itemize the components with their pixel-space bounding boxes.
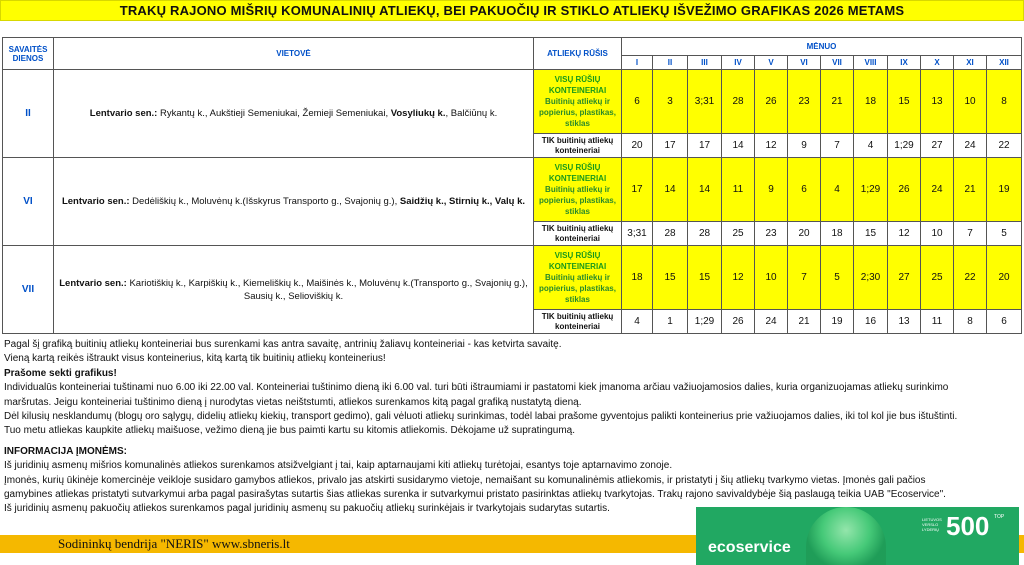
note-line: gamybines atliekas pristatyti sutvarkymui arba pagal pasirašytas sutartis šias atliekas surenka ir sutvarkymui pristato pasirinktas atliekų tvarkytojas. Trakų rajono savivaldybėje šią paslaugą teikia UAB "Ecoservice".	[4, 489, 946, 501]
pickup-day-household: 18	[821, 222, 854, 246]
type-line: VISŲ RŪŠIŲ	[554, 75, 601, 84]
pickup-day-all: 24	[921, 158, 954, 222]
note-heading: Prašome sekti grafikus!	[4, 367, 117, 379]
location-text: , Balčiūnų k.	[445, 108, 498, 119]
pickup-day-household: 9	[788, 134, 821, 158]
note-line: Įmonės, kurių ūkinėje komercinėje veikloje susidaro gamybos atliekos, privalo jas atskirti susidarymo vietoje, nemaišant su komunalinėmis atliekomis, ir pristatyti į šių atliekų tvarkymo vietas. Įmonės gali pačios	[4, 474, 926, 486]
type-line: popierius, plastikas,	[539, 196, 616, 205]
pickup-day-all: 17	[622, 158, 653, 222]
type-line: KONTEINERIAI	[548, 86, 607, 95]
pickup-day-all: 14	[653, 158, 688, 222]
pickup-day-household: 22	[987, 134, 1022, 158]
pickup-day-all: 8	[987, 70, 1022, 134]
type-line: TIK buitinių atliekų	[541, 135, 614, 145]
type-line: stiklas	[565, 295, 590, 304]
month-label: III	[688, 56, 722, 70]
pickup-day-all: 6	[788, 158, 821, 222]
type-line: konteineriai	[555, 233, 600, 243]
pickup-day-household: 20	[788, 222, 821, 246]
type-line: TIK buitinių atliekų	[541, 223, 614, 233]
pickup-day-all: 6	[622, 70, 653, 134]
household-type-label	[534, 134, 622, 158]
eldership-label: Lentvario sen.:	[59, 277, 127, 289]
type-line: VISŲ RŪŠIŲ	[554, 163, 601, 172]
pickup-day-all: 26	[888, 158, 921, 222]
ecoservice-logo	[696, 507, 1019, 565]
weekday-cell: II	[3, 70, 54, 158]
location-text: Rykantų k., Aukštieji Semeniukai, Žemieji Semeniukai,	[157, 108, 391, 119]
pickup-day-all: 28	[722, 70, 755, 134]
type-line: konteineriai	[555, 321, 600, 331]
pickup-day-all: 19	[987, 158, 1022, 222]
pickup-day-household: 27	[921, 134, 954, 158]
note-line: Pagal šį grafiką buitinių atliekų konteineriai bus surenkami kas antra savaitę, antrinių žaliavų konteineriai - kas ketvirta savaitę.	[4, 339, 562, 350]
type-line: stiklas	[565, 119, 590, 128]
note-line: Iš juridinių asmenų pakuočių atliekos surenkamos pagal juridinių asmenų su pakuočių atliekų surinkėjais ir tvarkytojais sudarytas sutartis.	[4, 503, 610, 515]
type-line: Buitinių atliekų ir	[545, 273, 610, 282]
pickup-day-all: 3	[653, 70, 688, 134]
pickup-day-household: 15	[854, 222, 888, 246]
type-line: Buitinių atliekų ir	[545, 97, 610, 106]
pickup-day-all: 4	[821, 158, 854, 222]
pickup-day-all: 11	[722, 158, 755, 222]
pickup-day-household: 11	[921, 310, 954, 334]
location-text-bold: Vosyliukų k.	[390, 108, 446, 119]
month-label: IV	[722, 56, 755, 70]
month-label: X	[921, 56, 954, 70]
month-label: XI	[954, 56, 987, 70]
glass-bottle-icon	[806, 507, 886, 565]
type-line: konteineriai	[555, 145, 600, 155]
pickup-day-household: 1	[653, 310, 688, 334]
pickup-day-all: 1;29	[854, 158, 888, 222]
pickup-day-household: 6	[987, 310, 1022, 334]
header-day: SAVAITĖS DIENOS	[3, 38, 54, 70]
table-row	[3, 70, 1022, 134]
location-text: Dedėliškių k., Moluvėnų k.(Išskyrus Transporto g., Svajonių g.),	[129, 196, 400, 207]
page-title: TRAKŲ RAJONO MIŠRIŲ KOMUNALINIŲ ATLIEKŲ, BEI PAKUOČIŲ IR STIKLO ATLIEKŲ IŠVEŽIMO GRAFIKAS 2026 METAMS	[0, 0, 1024, 21]
type-line: stiklas	[565, 207, 590, 216]
pickup-day-all: 15	[888, 70, 921, 134]
pickup-day-all: 22	[954, 246, 987, 310]
type-line: VISŲ RŪŠIŲ	[554, 251, 601, 260]
note-line: maršrutas. Jeigu konteineriai tuštinimo dieną į nurodytas vietas neištstumti, atliekos surenkamos kitą pagal grafiką nustatytą dieną.	[4, 396, 582, 408]
type-line: Buitinių atliekų ir	[545, 185, 610, 194]
schedule-table	[2, 37, 1022, 334]
weekday-cell: VII	[3, 246, 54, 334]
pickup-day-household: 20	[622, 134, 653, 158]
month-label: VII	[821, 56, 854, 70]
pickup-day-household: 3;31	[622, 222, 653, 246]
household-type-label	[534, 310, 622, 334]
month-label: IX	[888, 56, 921, 70]
pickup-day-all: 9	[755, 158, 788, 222]
month-label: V	[755, 56, 788, 70]
pickup-day-household: 19	[821, 310, 854, 334]
pickup-day-all: 14	[688, 158, 722, 222]
note-line: Vieną kartą reikės ištraukt visus konteinerius, kitą kartą tik buitinių atliekų konteinerius!	[4, 353, 386, 365]
eldership-label: Lentvario sen.:	[89, 108, 158, 119]
pickup-day-all: 23	[788, 70, 821, 134]
pickup-day-household: 23	[755, 222, 788, 246]
note-line: Tuo metu atliekas kaupkite atliekų maišuose, vežimo dieną jie bus paimti kartu su kitomis atliekomis. Dėkojame už supratingumą.	[4, 425, 575, 437]
type-line: popierius, plastikas,	[539, 108, 616, 117]
pickup-day-household: 14	[722, 134, 755, 158]
month-label: VIII	[854, 56, 888, 70]
type-line: TIK buitinių atliekų	[541, 311, 614, 321]
pickup-day-household: 21	[788, 310, 821, 334]
pickup-day-household: 26	[722, 310, 755, 334]
pickup-day-household: 17	[653, 134, 688, 158]
pickup-day-all: 15	[653, 246, 688, 310]
pickup-day-all: 25	[921, 246, 954, 310]
pickup-day-household: 7	[954, 222, 987, 246]
note-line: Dėl kilusių nesklandumų (blogų oro sąlygų, didelių atliekų kiekių, transport gedimo), gali vėluoti atliekų surinkimas, todėl labai prašome gyventojus palikti konteinerius prie važiuojamos dalies, iki tol kol jie bus ištuštinti.	[4, 411, 958, 423]
pickup-day-household: 28	[688, 222, 722, 246]
pickup-day-household: 13	[888, 310, 921, 334]
pickup-day-all: 27	[888, 246, 921, 310]
month-label: I	[622, 56, 653, 70]
pickup-day-household: 8	[954, 310, 987, 334]
header-month: MĖNUO	[622, 38, 1022, 56]
pickup-day-all: 18	[854, 70, 888, 134]
household-type-label	[534, 222, 622, 246]
pickup-day-all: 3;31	[688, 70, 722, 134]
pickup-day-household: 1;29	[688, 310, 722, 334]
badge-caption: LIETUVOS VERSLO LYDERIŲ	[922, 517, 942, 532]
pickup-day-all: 12	[722, 246, 755, 310]
badge-top: TOP	[994, 514, 1005, 520]
pickup-day-all: 7	[788, 246, 821, 310]
pickup-day-all: 10	[755, 246, 788, 310]
location-text: Kariotiškių k., Karpiškių k., Kiemeliškių k., Maišinės k., Moluvėnų k.(Transporto g., Svajonių g.), Sausių k., Selioviškių k.	[126, 277, 528, 302]
type-line: KONTEINERIAI	[548, 262, 607, 271]
location-cell	[54, 70, 534, 158]
all-types-label	[534, 70, 622, 134]
pickup-day-household: 28	[653, 222, 688, 246]
pickup-day-household: 17	[688, 134, 722, 158]
header-location: VIETOVĖ	[54, 38, 534, 70]
month-label: XII	[987, 56, 1022, 70]
month-label: II	[653, 56, 688, 70]
pickup-day-household: 5	[987, 222, 1022, 246]
all-types-label	[534, 158, 622, 222]
location-text-bold: Saidžių k., Stirnių k., Valų k.	[399, 196, 526, 207]
pickup-day-all: 15	[688, 246, 722, 310]
location-cell	[54, 158, 534, 246]
table-row	[3, 246, 1022, 310]
footer-text: Sodininkų bendrija "NERIS" www.sbneris.lt	[58, 536, 290, 551]
header-type: ATLIEKŲ RŪŠIS	[534, 38, 622, 70]
pickup-day-all: 5	[821, 246, 854, 310]
weekday-cell: VI	[3, 158, 54, 246]
pickup-day-all: 20	[987, 246, 1022, 310]
eldership-label: Lentvario sen.:	[61, 196, 130, 207]
type-line: KONTEINERIAI	[548, 174, 607, 183]
pickup-day-household: 12	[755, 134, 788, 158]
logo-brand: ecoservice	[708, 539, 791, 556]
pickup-day-all: 2;30	[854, 246, 888, 310]
pickup-day-all: 10	[954, 70, 987, 134]
notes-section	[4, 338, 1020, 517]
pickup-day-household: 4	[622, 310, 653, 334]
note-heading: INFORMACIJA ĮMONĖMS:	[4, 445, 127, 457]
type-line: popierius, plastikas,	[539, 284, 616, 293]
pickup-day-all: 21	[821, 70, 854, 134]
location-cell	[54, 246, 534, 334]
pickup-day-household: 10	[921, 222, 954, 246]
pickup-day-all: 21	[954, 158, 987, 222]
pickup-day-household: 4	[854, 134, 888, 158]
note-line: Iš juridinių asmenų mišrios komunalinės atliekos surenkamos atsižvelgiant į tai, kaip aptarnaujami kiti atliekų turėtojai, esantys toje aptarnavimo zonoje.	[4, 460, 673, 472]
pickup-day-household: 1;29	[888, 134, 921, 158]
month-label: VI	[788, 56, 821, 70]
pickup-day-household: 24	[755, 310, 788, 334]
pickup-day-household: 16	[854, 310, 888, 334]
pickup-day-all: 26	[755, 70, 788, 134]
pickup-day-household: 24	[954, 134, 987, 158]
all-types-label	[534, 246, 622, 310]
pickup-day-household: 7	[821, 134, 854, 158]
table-row	[3, 158, 1022, 222]
badge-number: 500	[946, 511, 990, 541]
pickup-day-all: 13	[921, 70, 954, 134]
pickup-day-all: 18	[622, 246, 653, 310]
note-line: Individualūs konteineriai tuštinami nuo 6.00 iki 22.00 val. Konteineriai tuštinimo dieną iki 6.00 val. turi būti ištraumiami ir pastatomi kiek įmanoma arčiau važiuojamosios dalies, kuria organizuojamas atliekų surinkimo	[4, 382, 949, 394]
pickup-day-household: 25	[722, 222, 755, 246]
pickup-day-household: 12	[888, 222, 921, 246]
